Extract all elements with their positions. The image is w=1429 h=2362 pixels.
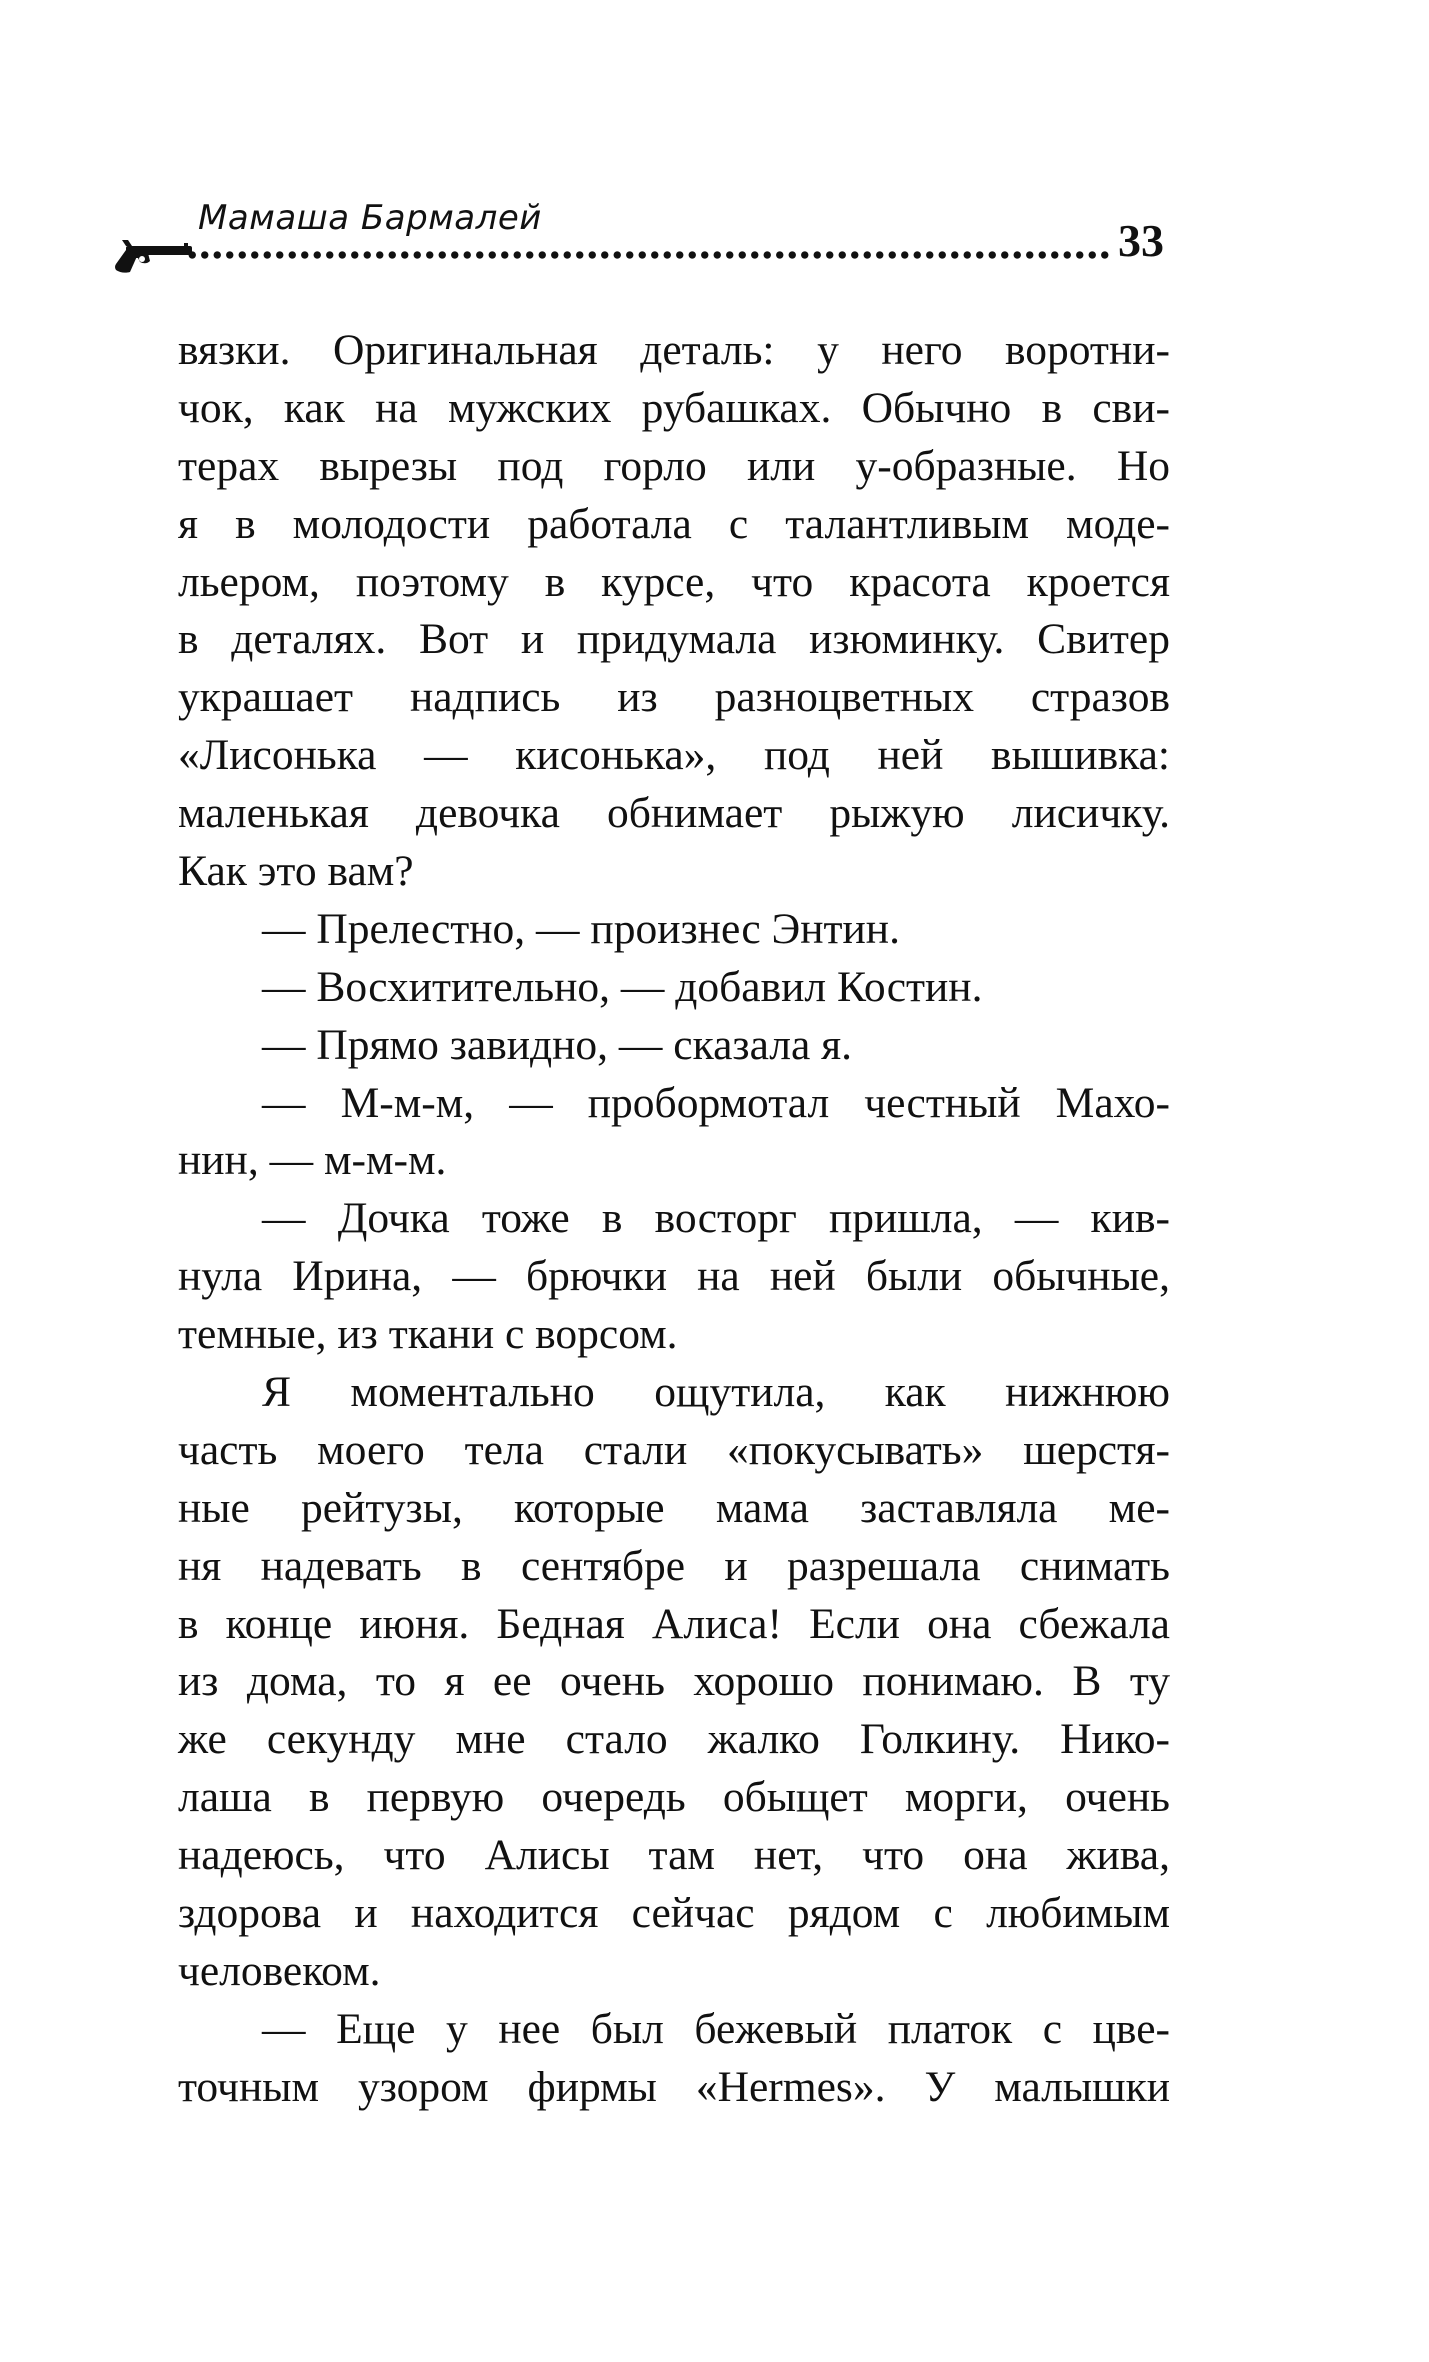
text-line: из дома, то я ее очень хорошо понимаю. В ту — [178, 1657, 1170, 1706]
text-line: в деталях. Вот и придумала изюминку. Свитер — [178, 615, 1170, 664]
pistol-icon — [112, 234, 192, 274]
paragraph-line: Я моментально ощутила, как нижнюю — [262, 1368, 1170, 1417]
text-line: маленькая девочка обнимает рыжую лисичку. — [178, 789, 1170, 838]
text-line: нула Ирина, — брючки на ней были обычные, — [178, 1252, 1170, 1301]
header-rule — [112, 234, 1115, 274]
text-line: вязки. Оригинальная деталь: у него воротни- — [178, 326, 1170, 374]
text-line: надеюсь, что Алисы там нет, что она жива, — [178, 1831, 1170, 1880]
text-line: человеком. — [178, 1946, 381, 1995]
text-line: чок, как на мужских рубашках. Обычно в сви- — [178, 383, 1170, 432]
text-line: здорова и находится сейчас рядом с любимым — [178, 1889, 1170, 1938]
dialogue-line: — М-м-м, — пробормотал честный Махо- — [262, 1078, 1170, 1127]
text-line: Как это вам? — [178, 847, 414, 896]
text-line: льером, поэтому в курсе, что красота кроется — [178, 557, 1170, 606]
text-line: часть моего тела стали «покусывать» шерстя- — [178, 1425, 1170, 1474]
text-line: «Лисонька — кисонька», под ней вышивка: — [178, 731, 1170, 780]
text-line: же секунду мне стало жалко Голкину. Нико- — [178, 1715, 1170, 1764]
dialogue-line: — Еще у нее был бежевый платок с цве- — [262, 2004, 1170, 2053]
text-line: точным узором фирмы «Hermes». У малышки — [178, 2062, 1170, 2111]
text-line: я в молодости работала с талантливым моде- — [178, 499, 1170, 548]
dialogue-line: — Прелестно, — произнес Энтин. — [262, 904, 900, 953]
text-line: нин, — м-м-м. — [178, 1136, 447, 1185]
running-title: Мамаша Бармалей — [198, 198, 542, 238]
text-line: терах вырезы под горло или у-образные. Но — [178, 441, 1170, 490]
text-line: ные рейтузы, которые мама заставляла ме- — [178, 1483, 1170, 1532]
text-line: темные, из ткани с ворсом. — [178, 1310, 678, 1359]
page-number: 33 — [1118, 215, 1164, 266]
dialogue-line: — Восхитительно, — добавил Костин. — [262, 962, 983, 1011]
dot-leader — [186, 250, 1111, 260]
text-line: украшает надпись из разноцветных стразов — [178, 673, 1170, 722]
text-line: ня надевать в сентябре и разрешала снимать — [178, 1541, 1170, 1590]
text-line: лаша в первую очередь обыщет морги, очень — [178, 1773, 1170, 1822]
dialogue-line: — Дочка тоже в восторг пришла, — кив- — [262, 1194, 1170, 1243]
text-line: в конце июня. Бедная Алиса! Если она сбежала — [178, 1599, 1170, 1648]
body-text — [178, 322, 1170, 2117]
dialogue-line: — Прямо завидно, — сказала я. — [262, 1020, 853, 1069]
